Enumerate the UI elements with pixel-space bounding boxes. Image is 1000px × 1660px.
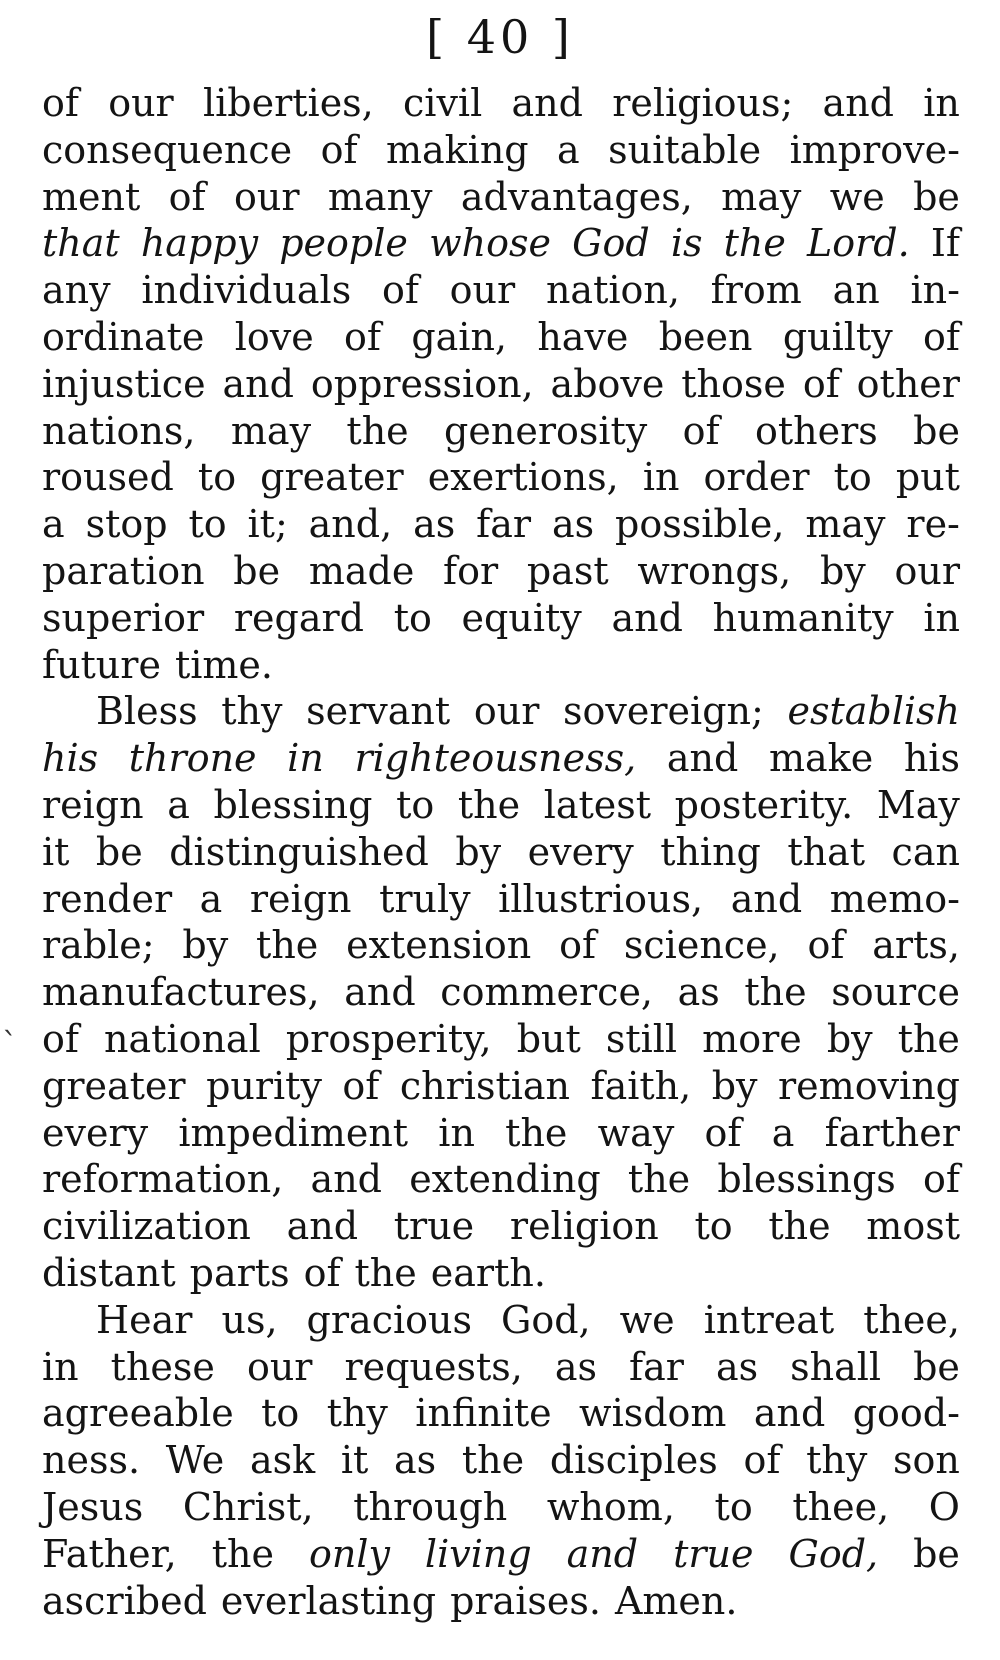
word: to (694, 1204, 733, 1249)
word: be (913, 1344, 960, 1389)
word: nation, (545, 268, 680, 313)
word: Jesus (42, 1484, 144, 1529)
word: others (755, 408, 878, 453)
word: O (928, 1484, 960, 1529)
word: thee, (863, 1297, 960, 1342)
word: can (891, 829, 960, 874)
word: Bless (96, 689, 198, 734)
word: latest (543, 782, 652, 827)
text-line (42, 408, 960, 455)
word: the (461, 1438, 525, 1483)
word: guilty (782, 314, 893, 359)
text-line (42, 267, 960, 314)
word: liberties, (202, 81, 374, 125)
word: his (903, 736, 960, 781)
word: individuals (141, 268, 352, 313)
word: in (42, 1344, 79, 1389)
word: wisdom (579, 1391, 727, 1436)
word: to (714, 1484, 753, 1529)
word: of (923, 1157, 960, 1202)
word: and (310, 1157, 383, 1202)
word: us, (221, 1297, 278, 1342)
word: of (704, 1110, 742, 1155)
word: our (473, 689, 540, 734)
word: humanity (712, 595, 894, 640)
word: have (537, 314, 629, 359)
word: injustice (42, 361, 206, 406)
word: suitable (608, 127, 762, 172)
word: above (550, 361, 665, 406)
word: to (833, 455, 872, 500)
text-line (42, 1531, 960, 1578)
word: by (711, 1063, 758, 1108)
text-line (42, 1344, 960, 1391)
word: sovereign; (563, 689, 764, 734)
word: of (342, 1063, 380, 1108)
text-line (42, 361, 960, 408)
word: consequence (42, 127, 293, 172)
italic-word: the (723, 221, 786, 266)
word: blessing (213, 782, 373, 827)
text-line (42, 688, 960, 735)
word: arts, (872, 923, 960, 968)
word: may (805, 502, 886, 547)
word: re- (906, 502, 960, 547)
text-line (42, 548, 960, 595)
word: of (344, 314, 381, 359)
word: of (743, 1438, 781, 1483)
word: superior (42, 595, 205, 640)
word: the (457, 782, 521, 827)
text-line (42, 1484, 960, 1531)
word: of (320, 127, 358, 172)
word: wrongs, (637, 548, 792, 593)
word: illustrious, (498, 876, 704, 921)
word: nations, (42, 408, 196, 453)
text-line (42, 642, 960, 689)
word: far (629, 1344, 684, 1389)
word: whom, (546, 1484, 675, 1529)
word: time. (174, 642, 273, 687)
word: as (715, 1344, 759, 1389)
word: a (557, 127, 580, 172)
word: we (829, 174, 885, 219)
word: be (233, 548, 281, 593)
word: from (710, 268, 802, 313)
word: generosity (444, 408, 648, 453)
word: parts (189, 1250, 290, 1295)
word: thy (806, 1438, 868, 1483)
word: and (730, 876, 803, 921)
word: thy (221, 689, 283, 734)
word: in (438, 1110, 475, 1155)
page-body (42, 80, 960, 1624)
word: of (168, 174, 206, 219)
word: of (682, 408, 720, 453)
italic-word: his (42, 736, 99, 781)
word: through (353, 1484, 508, 1529)
italic-word: only (308, 1531, 390, 1576)
word: Christ, (182, 1484, 314, 1529)
word: impediment (178, 1110, 409, 1155)
word: God, (501, 1297, 591, 1342)
word: civil (403, 81, 483, 125)
word: roused (42, 455, 174, 500)
italic-word: in (287, 736, 324, 781)
word: distant (42, 1250, 176, 1295)
word: possible, (615, 502, 785, 547)
word: our (246, 1344, 313, 1389)
italic-word: living (424, 1531, 532, 1576)
text-line (42, 1110, 960, 1157)
word: our (449, 268, 516, 313)
word: memo- (829, 876, 960, 921)
word: regard (233, 595, 364, 640)
word: our (894, 548, 960, 593)
text-line (42, 1250, 960, 1297)
word: good- (852, 1391, 960, 1436)
word: infinite (415, 1391, 552, 1436)
word: We (165, 1438, 225, 1483)
word: may (721, 174, 802, 219)
text-line (42, 1063, 960, 1110)
word: in- (910, 268, 960, 313)
word: purity (206, 1063, 322, 1108)
text-line (42, 501, 960, 548)
text-line (42, 1437, 960, 1484)
italic-word: establish (787, 689, 960, 734)
italic-word: throne (128, 736, 257, 781)
text-line (42, 1016, 960, 1063)
word: posterity. (674, 782, 854, 827)
text-line (42, 782, 960, 829)
word: and (666, 736, 739, 781)
word: we (619, 1297, 675, 1342)
italic-word: happy (140, 221, 259, 266)
word: agreeable (42, 1391, 234, 1436)
word: our (108, 81, 174, 125)
word: removing (778, 1063, 960, 1108)
word: extension (346, 923, 532, 968)
word: advantages, (460, 174, 693, 219)
word: the (627, 1157, 691, 1202)
word: to (188, 502, 227, 547)
word: love (234, 314, 314, 359)
word: other (856, 361, 960, 406)
word: the (897, 1016, 960, 1061)
word: more (702, 1016, 802, 1061)
word: and (222, 361, 294, 406)
margin-mark: ˋ (2, 1025, 18, 1063)
text-line (42, 454, 960, 501)
text-line (42, 1390, 960, 1437)
word: the (744, 970, 807, 1015)
word: religion (509, 1204, 659, 1249)
word: Amen. (614, 1578, 738, 1623)
italic-word: people (279, 221, 408, 266)
word: religious; (612, 81, 794, 125)
word: greater (42, 1063, 186, 1108)
word: and (822, 81, 895, 125)
word: reign (42, 782, 144, 827)
italic-word: God (572, 221, 650, 266)
word: improve- (789, 127, 960, 172)
italic-word: righteousness, (354, 736, 637, 781)
word: source (831, 970, 960, 1015)
word: far (476, 502, 532, 547)
text-line (42, 735, 960, 782)
word: the (354, 1250, 417, 1295)
word: reign (249, 876, 352, 921)
word: exertions, (427, 455, 619, 500)
word: making (385, 127, 529, 172)
word: to (393, 595, 432, 640)
word: and (511, 81, 583, 125)
word: it (42, 829, 70, 874)
word: made (308, 548, 415, 593)
word: a (42, 502, 65, 547)
word: of (922, 314, 960, 359)
word: may (230, 408, 312, 453)
word: and (286, 1204, 359, 1249)
word: manufactures, (42, 970, 320, 1015)
text-line (42, 1203, 960, 1250)
word: national (104, 1016, 261, 1061)
word: but (516, 1016, 581, 1061)
word: as (413, 502, 456, 547)
word: shall (790, 1344, 882, 1389)
word: gracious (306, 1297, 472, 1342)
word: in (642, 455, 680, 500)
text-line (42, 1578, 960, 1625)
italic-word: whose (429, 221, 551, 266)
word: to (396, 782, 435, 827)
word: be (913, 1531, 960, 1576)
word: stop (85, 502, 168, 547)
word: be (913, 174, 960, 219)
word: everlasting (220, 1578, 437, 1623)
word: by (182, 923, 229, 968)
word: of (42, 1016, 79, 1061)
italic-word: is (670, 221, 703, 266)
word: a (199, 876, 223, 921)
word: a (167, 782, 190, 827)
word: as (554, 1344, 597, 1389)
text-line (42, 127, 960, 174)
word: those (681, 361, 786, 406)
word: ordinate (42, 314, 205, 359)
word: the (768, 1204, 831, 1249)
italic-word: Lord. (807, 221, 910, 266)
word: distinguished (169, 829, 429, 874)
word: equity (461, 595, 582, 640)
word: a (771, 1110, 795, 1155)
word: commerce, (440, 970, 654, 1015)
word: that (787, 829, 866, 874)
word: the (505, 1110, 568, 1155)
word: science, (623, 923, 780, 968)
word: to (197, 455, 237, 500)
word: make (768, 736, 874, 781)
word: of (303, 1250, 341, 1295)
text-line (42, 80, 960, 127)
word: in (923, 595, 960, 640)
word: be (913, 408, 960, 453)
word: the (256, 923, 319, 968)
word: render (42, 876, 173, 921)
word: rable; (42, 923, 155, 968)
word: every (42, 1110, 149, 1155)
word: ment (42, 174, 141, 219)
word: to (261, 1391, 300, 1436)
word: praises. (450, 1578, 601, 1623)
word: of (42, 81, 79, 125)
word: thy (326, 1391, 388, 1436)
text-line (42, 922, 960, 969)
word: of (559, 923, 597, 968)
italic-word: God, (788, 1531, 879, 1576)
word: paration (42, 548, 205, 593)
word: many (327, 174, 433, 219)
italic-word: that (42, 221, 120, 266)
word: farther (824, 1110, 960, 1155)
word: the (346, 408, 409, 453)
word: ask (249, 1438, 316, 1483)
text-line (42, 174, 960, 221)
word: Father, (42, 1531, 177, 1576)
word: May (876, 782, 960, 827)
word: way (597, 1110, 675, 1155)
word: gain, (411, 314, 507, 359)
text-line (42, 1156, 960, 1203)
word: ascribed (42, 1578, 207, 1623)
word: order (703, 455, 810, 500)
word: by (455, 829, 502, 874)
word: earth. (430, 1250, 546, 1295)
text-line (42, 876, 960, 923)
page-number: [ 40 ] (426, 10, 574, 64)
italic-word: and (566, 1531, 639, 1576)
word: oppression, (310, 361, 534, 406)
word: past (526, 548, 609, 593)
word: son (893, 1438, 960, 1483)
word: thee, (792, 1484, 890, 1529)
word: and (753, 1391, 826, 1436)
word: faith, (590, 1063, 692, 1108)
word: as (394, 1438, 437, 1483)
word: it (340, 1438, 369, 1483)
text-line (42, 969, 960, 1016)
word: and (611, 595, 683, 640)
word: prosperity, (285, 1016, 492, 1061)
word: of (802, 361, 840, 406)
word: Hear (96, 1297, 193, 1342)
word: by (819, 548, 866, 593)
word: extending (409, 1157, 601, 1202)
word: still (605, 1016, 678, 1061)
word: an (832, 268, 880, 313)
text-line (42, 1297, 960, 1344)
word: in (923, 81, 960, 125)
word: our (233, 174, 300, 219)
word: as (677, 970, 720, 1015)
word: be (95, 829, 143, 874)
word: intreat (703, 1297, 835, 1342)
word: ness. (42, 1438, 141, 1483)
text-line (42, 829, 960, 876)
word: christian (399, 1063, 571, 1108)
word: been (658, 314, 753, 359)
text-line (42, 220, 960, 267)
word: most (866, 1204, 960, 1249)
word: put (895, 455, 960, 500)
word: thing (660, 829, 761, 874)
word: greater (260, 455, 404, 500)
word: requests, (344, 1344, 523, 1389)
word: any (42, 268, 111, 313)
word: every (527, 829, 634, 874)
word: the (211, 1531, 274, 1576)
word: of (807, 923, 845, 968)
word: and, (308, 502, 393, 547)
word: as (551, 502, 595, 547)
word: future (42, 642, 161, 687)
word: and (344, 970, 416, 1015)
word: If (930, 221, 960, 266)
word: civilization (42, 1204, 251, 1249)
word: true (393, 1204, 475, 1249)
word: of (381, 268, 419, 313)
word: servant (306, 689, 451, 734)
italic-word: true (673, 1531, 754, 1576)
word: disciples (549, 1438, 718, 1483)
word: reformation, (42, 1157, 284, 1202)
word: blessings (717, 1157, 896, 1202)
text-line (42, 314, 960, 361)
word: truly (379, 876, 471, 921)
text-line (42, 595, 960, 642)
word: for (443, 548, 499, 593)
word: these (110, 1344, 215, 1389)
word: it; (247, 502, 288, 547)
word: by (826, 1016, 873, 1061)
